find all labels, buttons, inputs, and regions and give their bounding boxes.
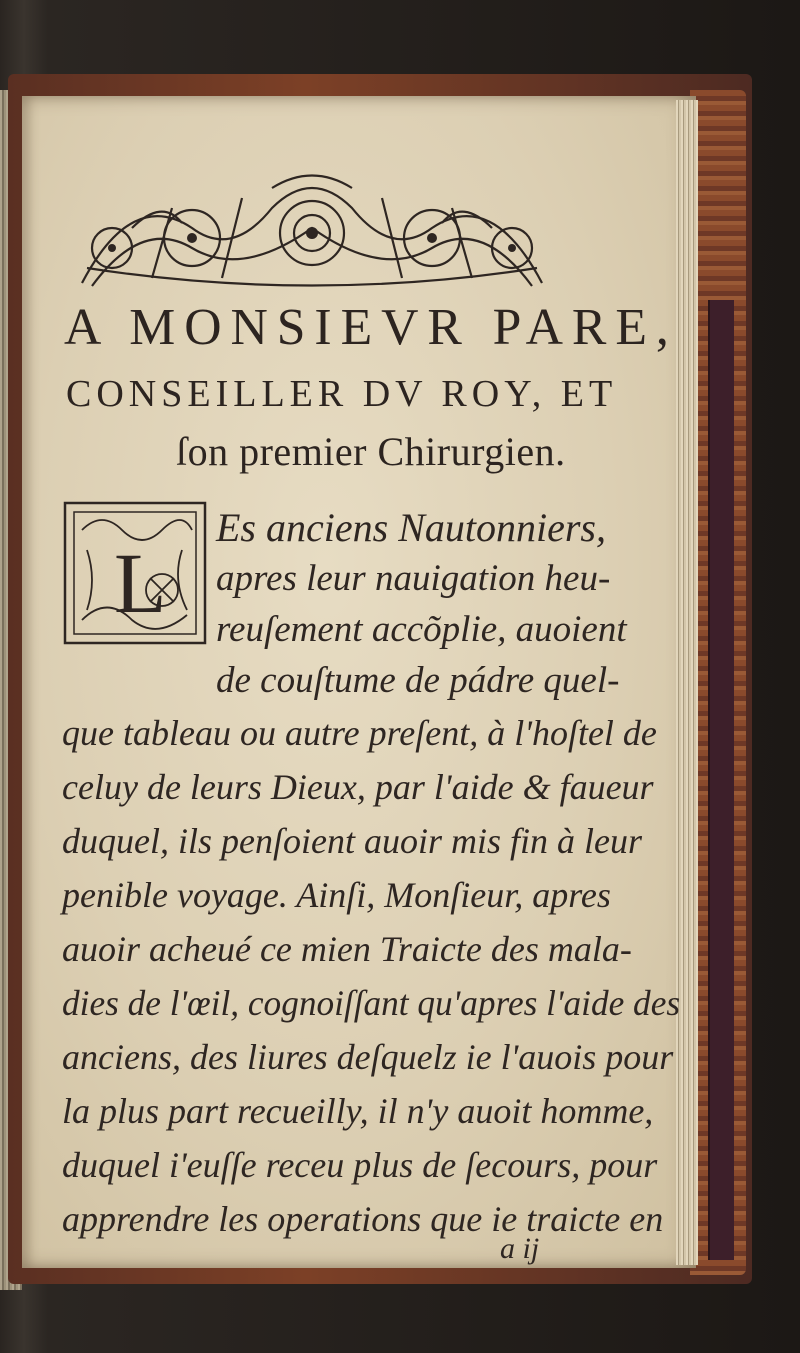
decorated-initial-icon bbox=[62, 500, 208, 646]
text-line: apres leur nauigation heu- bbox=[216, 558, 611, 599]
dedication-heading-line2: CONSEILLER DV ROY, ET bbox=[66, 373, 618, 415]
text-line: dies de l'œil, cognoiſſant qu'apres l'aide des bbox=[62, 983, 681, 1023]
dedication-heading-line3: ſon premier Chirurgien. bbox=[176, 429, 566, 474]
text-line: que tableau ou autre preſent, à l'hoſtel de bbox=[62, 713, 657, 753]
text-line: penible voyage. Ainſi, Monſieur, apres bbox=[62, 875, 611, 915]
text-line: apprendre les operations que ie traicte en bbox=[62, 1199, 664, 1239]
text-line: la plus part recueilly, il n'y auoit homme, bbox=[62, 1091, 654, 1131]
endpaper-strip bbox=[708, 300, 734, 1260]
initial-letter: L bbox=[114, 535, 167, 631]
page-fore-edge bbox=[676, 100, 698, 1265]
text-line: celuy de leurs Dieux, par l'aide & faueur bbox=[62, 767, 654, 807]
text-line: Es anciens Nautonniers, bbox=[216, 505, 606, 550]
text-line: reuſement accõplie, auoient bbox=[216, 609, 627, 650]
signature-mark: a ij bbox=[500, 1232, 540, 1265]
dedication-heading-line1: A MONSIEVR PARE, bbox=[64, 299, 678, 356]
text-line: anciens, des liures deſquelz ie l'auois pour bbox=[62, 1037, 674, 1077]
text-line: de couſtume de pádre quel- bbox=[216, 660, 620, 701]
text-line: duquel, ils penſoient auoir mis fin à leur bbox=[62, 821, 642, 861]
text-line: auoir acheué ce mien Traicte des mala- bbox=[62, 929, 632, 969]
headpiece-ornament-icon bbox=[72, 168, 552, 298]
text-line: duquel i'euſſe receu plus de ſecours, pour bbox=[62, 1145, 658, 1185]
